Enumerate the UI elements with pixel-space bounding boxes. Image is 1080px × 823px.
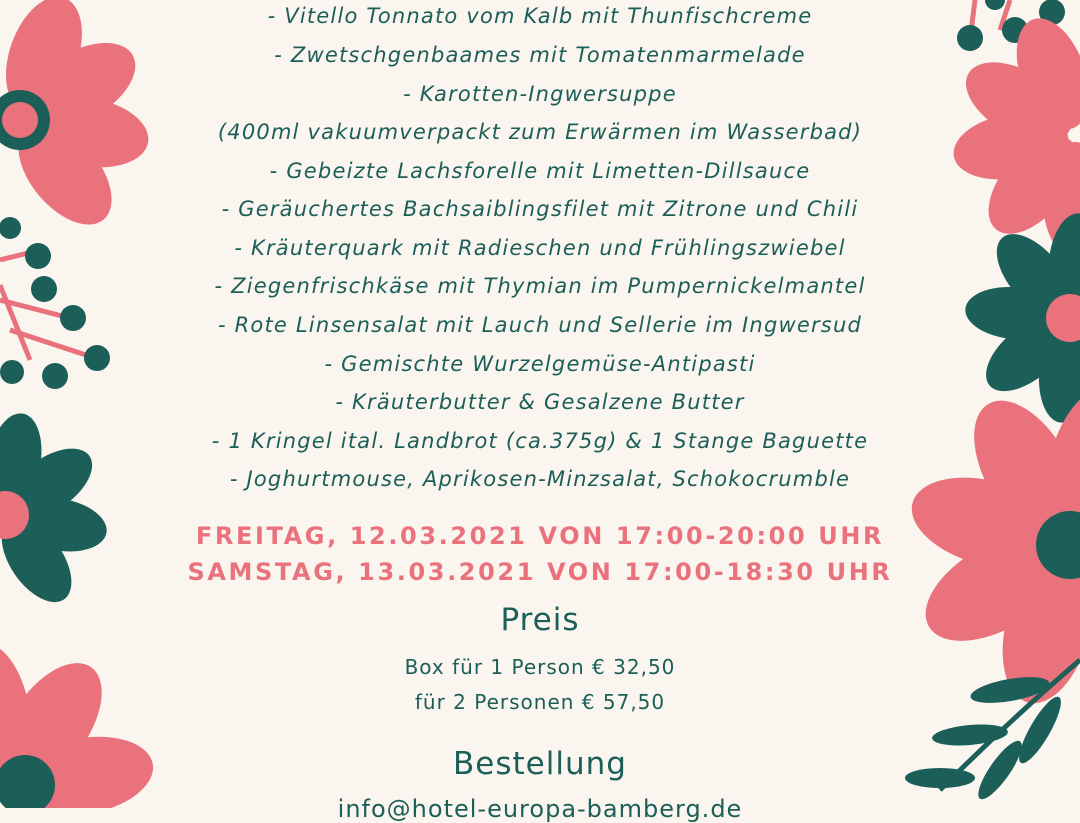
order-heading: Bestellung — [453, 746, 627, 782]
menu-item: - Rote Linsensalat mit Lauch und Sellerie im Ingwersud — [217, 313, 862, 337]
menu-item: - Kräuterbutter & Gesalzene Butter — [335, 390, 745, 414]
menu-item: - Joghurtmouse, Aprikosen-Minzsalat, Schokocrumble — [229, 467, 851, 491]
price-heading: Preis — [500, 602, 580, 638]
menu-item: - Gebeizte Lachsforelle mit Limetten-Dillsauce — [269, 159, 811, 183]
menu-item-note: (400ml vakuumverpackt zum Erwärmen im Wasserbad) — [217, 120, 863, 144]
menu-item: - 1 Kringel ital. Landbrot (ca.375g) & 1 Stange Baguette — [211, 429, 869, 453]
menu-item: - Zwetschgenbaames mit Tomatenmarmelade — [274, 43, 806, 67]
date-saturday: SAMSTAG, 13.03.2021 VON 17:00-18:30 UHR — [187, 558, 893, 586]
menu-item: - Vitello Tonnato vom Kalb mit Thunfischcreme — [267, 4, 813, 28]
menu-item: - Kräuterquark mit Radieschen und Frühlingszwiebel — [234, 236, 846, 260]
menu-item: - Ziegenfrischkäse mit Thymian im Pumpernickelmantel — [214, 274, 866, 298]
menu-item: - Karotten-Ingwersuppe — [403, 82, 677, 106]
price-one-person: Box für 1 Person € 32,50 — [404, 655, 676, 679]
menu-item: - Geräuchertes Bachsaiblingsfilet mit Zitrone und Chili — [221, 197, 859, 221]
price-two-persons: für 2 Personen € 57,50 — [414, 690, 666, 714]
order-email-link[interactable]: info@hotel-europa-bamberg.de — [337, 795, 743, 823]
date-friday: FREITAG, 12.03.2021 VON 17:00-20:00 UHR — [195, 522, 885, 550]
leaf-branch-icon — [905, 660, 1080, 804]
menu-item: - Gemischte Wurzelgemüse-Antipasti — [324, 352, 756, 376]
